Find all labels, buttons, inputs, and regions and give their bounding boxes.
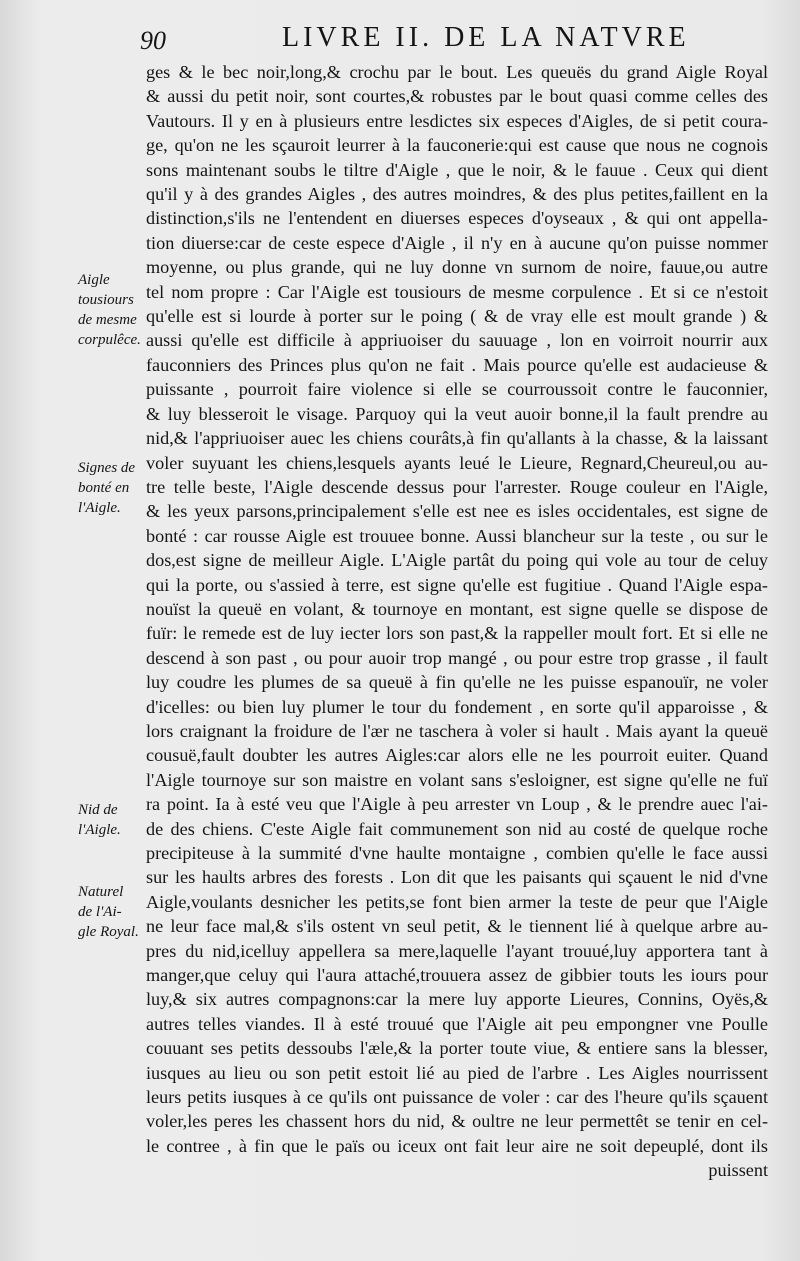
- text-line: luy,& six autres compagnons:car la mere luy apporte Lieures, Connins, Oyës,&: [146, 989, 768, 1010]
- text-line: sons maintenant soubs le tiltre d'Aigle , que le noir, & le fauue . Ceux qui dient: [146, 159, 768, 180]
- marginal-note: [78, 458, 148, 518]
- marginal-note-line: de l'Ai-: [78, 904, 122, 920]
- text-line: autres telles viandes. Il à esté trouué que l'Aigle ait peu empongner vne Poulle: [146, 1013, 768, 1034]
- text-line: iusques au lieu ou son petit estoit lié au pied de l'arbre . Les Aigles nourrissent: [146, 1062, 768, 1083]
- text-line: precipiteuse à la summité d'vne haulte montaigne , combien qu'elle le face aussi: [146, 843, 768, 863]
- text-line: nid,& l'appriuoiser auec les chiens courâts,à fin qu'allants à la chasse, & la laissant: [146, 428, 768, 449]
- text-line: qui la porte, ou s'assied à terre, est signe qu'elle est fugitiue . Quand l'Aigle espa-: [146, 574, 768, 595]
- text-line: & les yeux parsons,principalement s'elle est nee es isles occidentales, est signe de: [146, 501, 768, 522]
- marginal-note-line: bonté en: [78, 480, 130, 496]
- text-line: l'Aigle tournoye sur son maistre en volant sans s'esloigner, est signe qu'elle ne fuï: [146, 769, 768, 790]
- text-line: & aussi du petit noir, sont courtes,& robustes par le bout quasi comme celles des: [146, 86, 768, 107]
- marginal-note: [78, 882, 148, 942]
- text-line: de des chiens. C'este Aigle fait communement son nid au costé de quelque roche: [146, 818, 768, 839]
- text-line: fuïr: le remede est de luy iecter lors son past,& la rappeller moult fort. Et si elle ne: [146, 623, 768, 644]
- text-line: Aigle,voulants desnicher les petits,se font bien armer la teste de peur que l'Aigle: [146, 891, 768, 912]
- text-line: fauconniers des Princes plus qu'on ne fait . Mais pource qu'elle est audacieuse &: [146, 354, 768, 375]
- text-line: cousuë,fault doubter les autres Aigles:car alors elle ne les pourroit euiter. Quand: [146, 745, 768, 766]
- text-line: qu'il y à des grandes Aigles , des autres moindres, & des plus petites,faillent en la: [146, 184, 768, 205]
- text-line: manger,que celuy qui l'aura attaché,trouuera assez de gibbier touts les iours pour: [146, 965, 768, 986]
- text-line: puissent: [708, 1160, 768, 1181]
- text-line: aussi qu'elle est difficile à appriuoiser du sauuage , lon en voirroit nourrir aux: [146, 330, 768, 351]
- text-line: luy coudre les plumes de sa queuë à fin qu'elle ne les puisse espanouïr, ne voler: [146, 672, 768, 693]
- text-line: voler suyuant les chiens,lesquels ayants leué le Lieure, Regnard,Cheureul,ou au-: [146, 452, 768, 473]
- marginal-note-line: Nid de: [78, 802, 118, 818]
- marginal-note: [78, 800, 148, 840]
- text-line: distinction,s'ils ne l'entendent en diuerses especes d'oyseaux , & qui ont appella-: [146, 208, 768, 229]
- text-line: pres du nid,icelluy appellera sa mere,laquelle l'ayant trouué,luy apportera tant à: [146, 940, 768, 961]
- text-line: tion diuerse:car de ceste espece d'Aigle , il n'y en à aucune qu'on puisse nommer: [146, 232, 768, 253]
- text-line: moyenne, ou plus grande, qui ne luy donne vn surnom de noire, fauue,ou autre: [146, 257, 768, 278]
- text-line: d'icelles: ou bien luy plumer le tour du fondement , en sorte qu'il apparoisse , &: [146, 696, 768, 717]
- text-line: ne leur face mal,& s'ils ostent vn seul petit, & le tiennent lié à quelque arbre au-: [146, 916, 768, 937]
- body-text: [146, 60, 768, 1183]
- text-line: nouïst la queuë en volant, & tournoye en montant, est signe quelle se dispose de: [146, 598, 768, 619]
- text-line: descend à son past , ou pour auoir trop mangé , ou pour estre trop grasse , il fault: [146, 647, 768, 668]
- running-head: LIVRE II. DE LA NATVRE: [282, 22, 690, 53]
- text-line: & luy blesseroit le visage. Parquoy qui la veut auoir bonne,il la fault prendre au: [146, 403, 768, 424]
- text-line: qu'elle est si lourde à porter sur le poing ( & de vray elle est moult grande ) &: [146, 306, 768, 327]
- marginal-note-line: corpulêce.: [78, 332, 141, 348]
- text-line: leurs petits iusques à ce qu'ils ont puissance de voler : car des l'heure qu'ils sçauent: [146, 1087, 768, 1108]
- text-line: sur les haults arbres des forests . Lon dit que les paisants qui sçauent le nid d'vne: [146, 867, 768, 888]
- marginal-note: [78, 270, 148, 350]
- marginal-note-line: Aigle: [78, 272, 110, 288]
- text-line: tel nom propre : Car l'Aigle est tousiours de mesme corpulence . Et si ce n'estoit: [146, 281, 768, 302]
- text-line: ra point. Ia à esté veu que l'Aigle à peu arrester vn Loup , & le prendre auec l'ai-: [146, 794, 768, 815]
- text-line: couuant ses petits dessoubs l'æle,& la porter toute viue, & entiere sans la blesser,: [146, 1038, 768, 1059]
- marginal-note-line: tousiours: [78, 292, 134, 308]
- text-line: lors craignant la froidure de l'ær ne taschera à voler si hault . Mais ayant la queuë: [146, 720, 768, 741]
- text-line: ge, qu'on ne les sçauroit leurrer à la fauconerie:qui est cause que nous ne cognois: [146, 135, 768, 156]
- marginal-note-line: Signes de: [78, 460, 136, 476]
- marginal-note-line: de mesme: [78, 312, 137, 328]
- text-line: puissante , pourroit faire violence si elle se courroussoit contre le fauconnier,: [146, 379, 768, 400]
- text-line: ges & le bec noir,long,& crochu par le bout. Les queuës du grand Aigle Royal: [146, 62, 768, 82]
- text-line: Vautours. Il y en à plusieurs entre lesdictes six especes d'Aigles, de si petit coura-: [146, 110, 768, 131]
- marginal-note-line: Naturel: [78, 884, 124, 900]
- text-line: dos,est signe de meilleur Aigle. L'Aigle partât du poing qui vole au tour de celuy: [146, 550, 768, 571]
- marginal-note-line: l'Aigle.: [78, 822, 121, 838]
- text-line: bonté : car rousse Aigle est trouuee bonne. Aussi blancheur sur la teste , ou sur le: [146, 525, 768, 546]
- text-line: tre telle beste, l'Aigle descende dessus pour l'arrester. Rouge couleur en l'Aigle,: [146, 476, 768, 497]
- marginal-note-line: l'Aigle.: [78, 500, 121, 516]
- text-line: voler,les peres les chassent hors du nid, & oultre ne leur permettêt se tenir en cel-: [146, 1111, 768, 1132]
- marginal-note-line: gle Royal.: [78, 924, 139, 940]
- page-number: 90: [140, 26, 166, 55]
- text-line: le contree , à fin que le païs ou iceux ont fait leur aire ne soit depeuplé, dont ils: [146, 1135, 768, 1156]
